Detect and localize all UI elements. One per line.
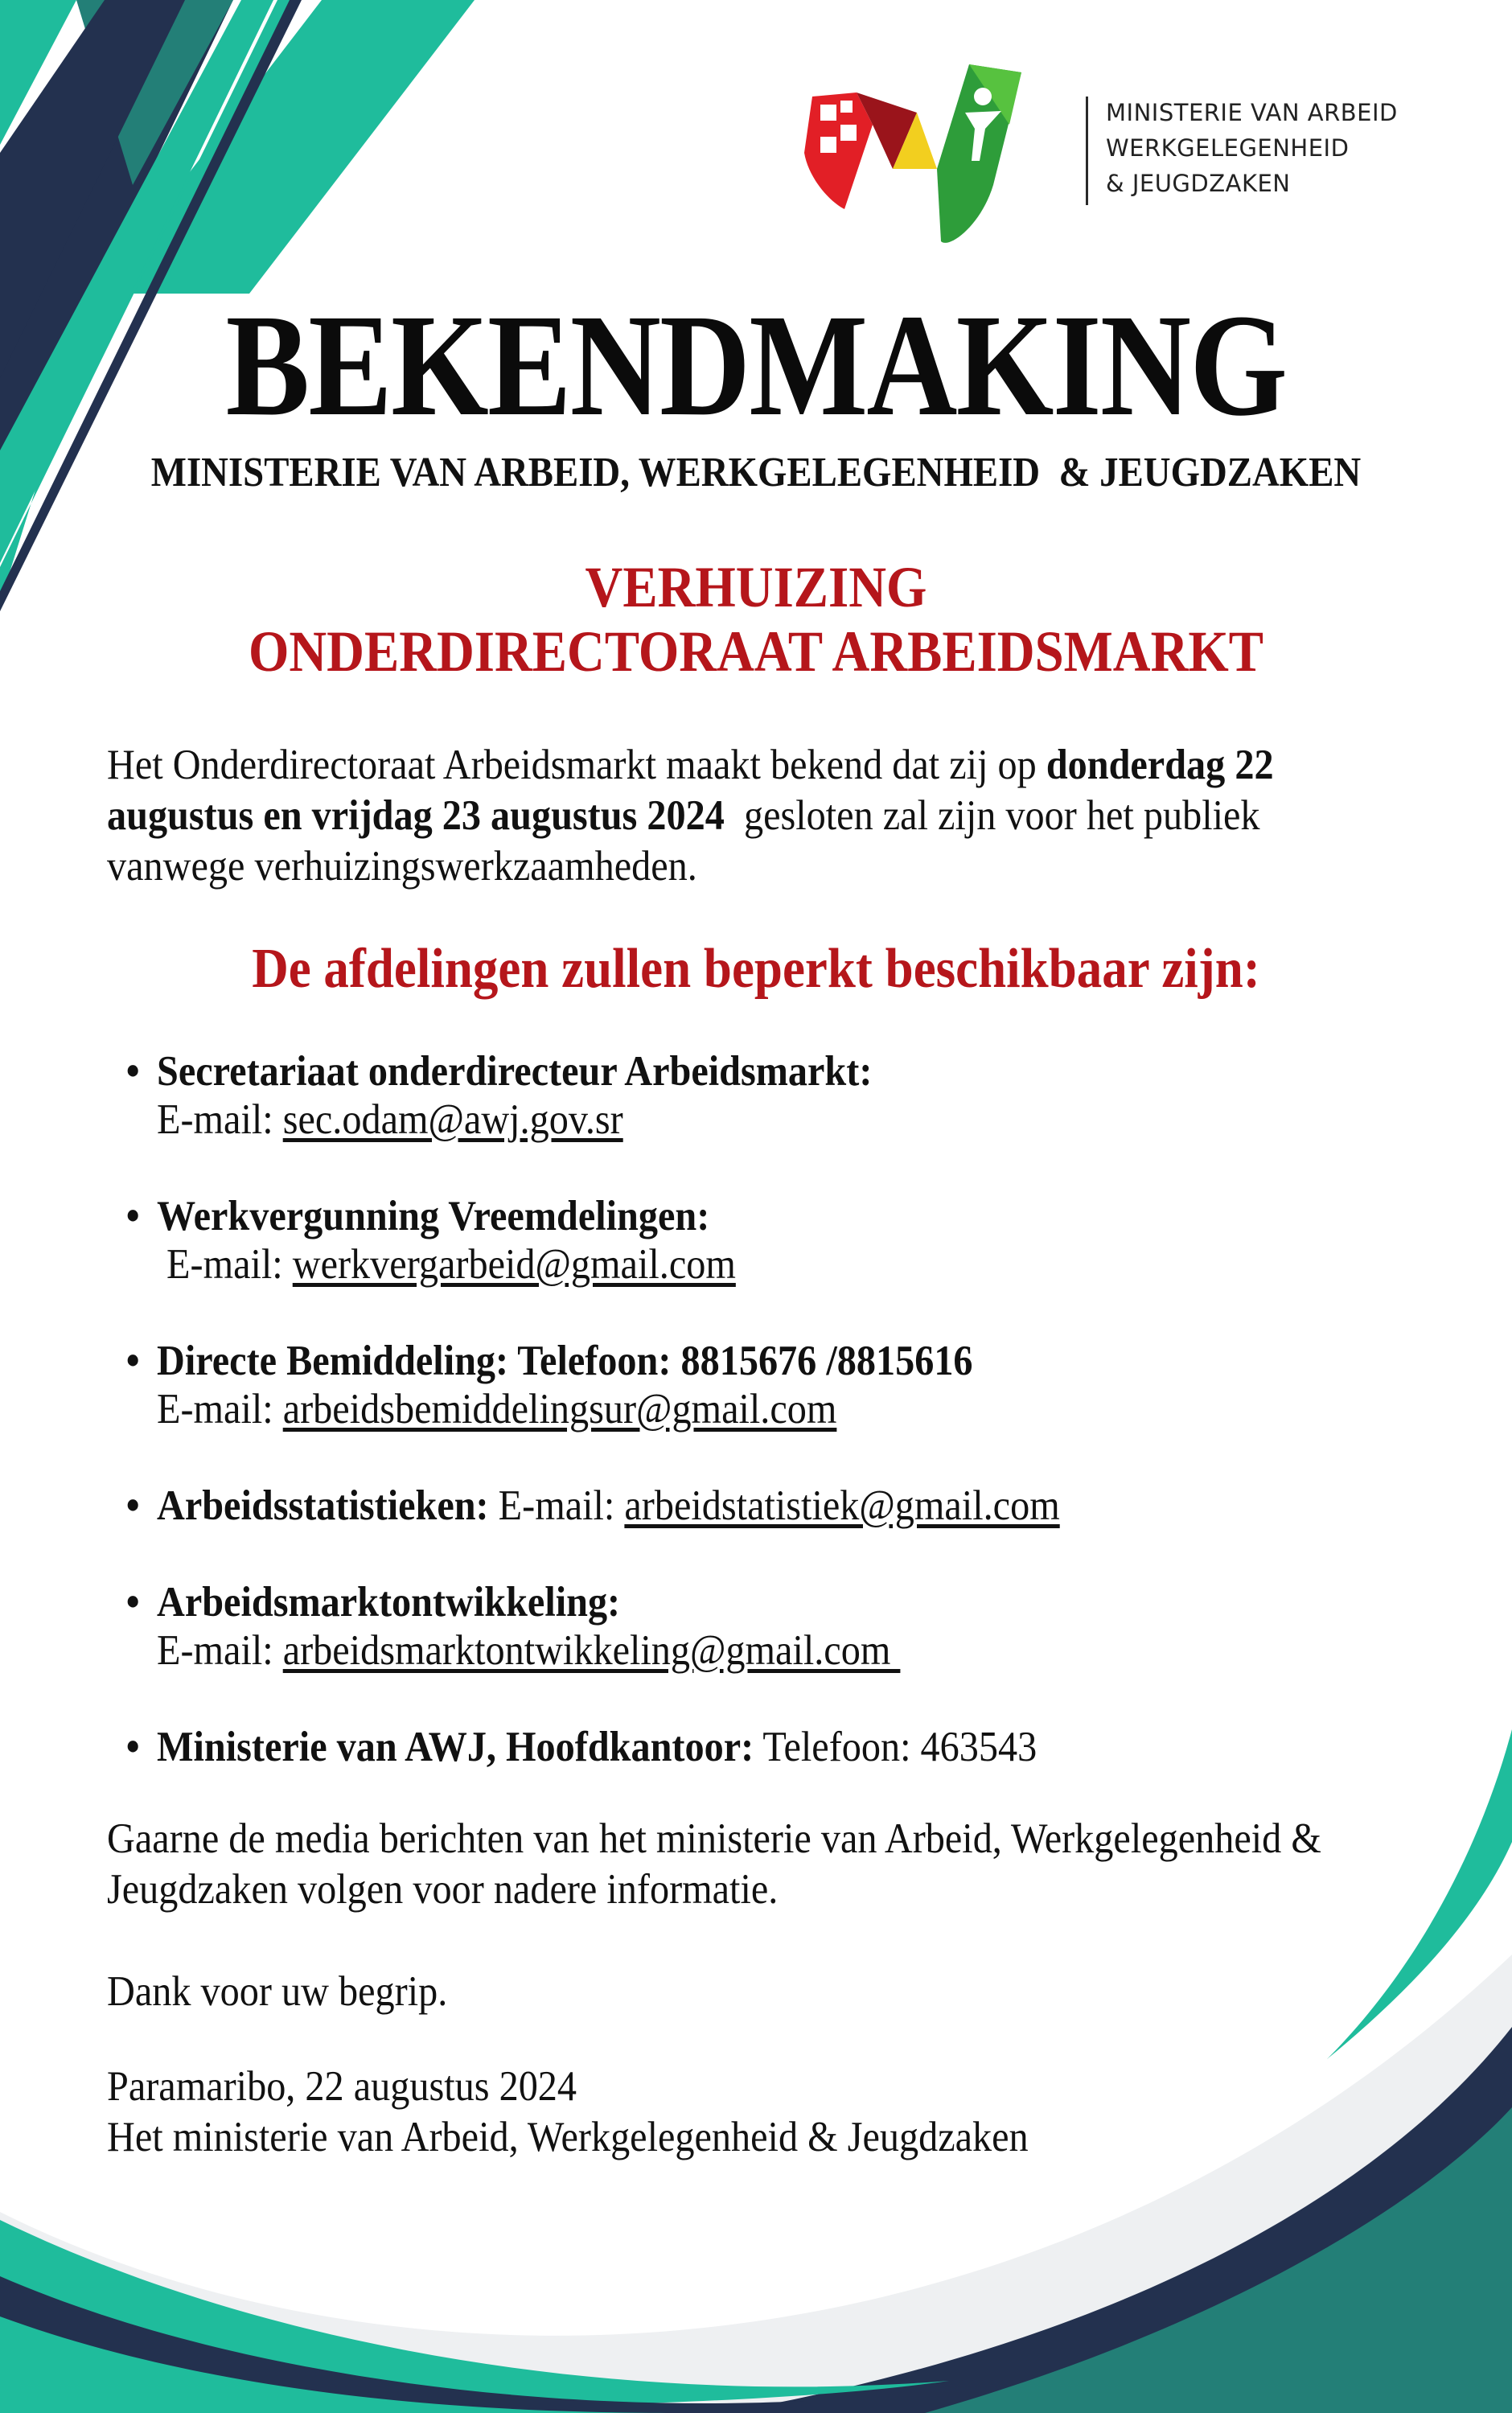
logo-text-line: WERKGELEGENHEID: [1106, 134, 1350, 162]
email-label: E-mail:: [157, 1386, 283, 1433]
phone-number: Telefoon: 463543: [754, 1724, 1037, 1770]
intro-text: gesloten zal zijn voor het publiek vanwege verhuizingswerkzaamheden.: [107, 792, 1270, 890]
email-label: E-mail:: [157, 1627, 283, 1674]
list-item: [125, 1047, 873, 1144]
intro-text: Het Onderdirectoraat Arbeidsmarkt maakt bekend dat zij op: [107, 742, 1046, 788]
email-link[interactable]: werkvergarbeid@gmail.com: [292, 1241, 736, 1288]
email-line: [157, 1626, 900, 1675]
departments-heading: De afdelingen zullen beperkt beschikbaar zijn:: [252, 938, 1260, 1000]
list-item: [125, 1723, 1037, 1771]
heading-line: VERHUIZING: [585, 555, 927, 619]
heading-line: ONDERDIRECTORAAT ARBEIDSMARKT: [248, 619, 1264, 684]
closing-media-paragraph: Gaarne de media berichten van het ministerie van Arbeid, Werkgelegenheid & Jeugdzaken volgen voor nadere informatie.: [107, 1815, 1321, 1913]
list-item: [125, 1578, 901, 1675]
page-subtitle: MINISTERIE VAN ARBEID, WERKGELEGENHEID & JEUGDZAKEN: [150, 450, 1362, 495]
announcement-heading: [76, 555, 1436, 684]
bullet-icon: •: [125, 1048, 140, 1095]
bullet-icon: •: [125, 1338, 140, 1384]
logo-red-checkered-shape: [804, 92, 873, 209]
page-title: BEKENDMAKING: [225, 285, 1287, 446]
department-name: Arbeidsstatistieken:: [157, 1482, 489, 1529]
email-label: E-mail:: [157, 1241, 293, 1288]
list-item: [125, 1192, 736, 1289]
bullet-icon: •: [125, 1579, 140, 1626]
intro-paragraph: [107, 740, 1307, 892]
logo-divider: [1086, 97, 1088, 205]
department-name: Secretariaat onderdirecteur Arbeidsmarkt:: [157, 1048, 873, 1095]
logo-text: [1106, 95, 1398, 201]
logo-text-line: MINISTERIE VAN ARBEID: [1106, 99, 1398, 126]
email-link[interactable]: arbeidstatistiek@gmail.com: [624, 1482, 1060, 1529]
department-name: Ministerie van AWJ, Hoofdkantoor:: [157, 1724, 754, 1770]
email-link[interactable]: sec.odam@awj.gov.sr: [282, 1096, 623, 1143]
bullet-icon: •: [125, 1482, 140, 1529]
email-line: [157, 1240, 736, 1289]
closing-thanks: Dank voor uw begrip.: [107, 1968, 448, 2015]
list-item: [125, 1337, 973, 1433]
bullet-icon: •: [125, 1193, 140, 1239]
logo-text-line: & JEUGDZAKEN: [1106, 170, 1291, 197]
email-line: [157, 1096, 872, 1144]
department-name: Arbeidsmarktontwikkeling:: [157, 1579, 621, 1626]
department-name: Werkvergunning Vreemdelingen:: [157, 1193, 710, 1239]
department-name: Directe Bemiddeling: Telefoon: 8815676 /8815616: [157, 1338, 973, 1384]
email-link[interactable]: arbeidsbemiddelingsur@gmail.com: [282, 1386, 837, 1433]
intro-dates: donderdag 22 augustus en vrijdag 23 augustus 2024: [107, 742, 1274, 839]
ministry-logo: [796, 48, 1078, 249]
email-label: E-mail:: [157, 1096, 283, 1143]
email-link[interactable]: arbeidsmarktontwikkeling@gmail.com: [282, 1627, 901, 1674]
signature: Het ministerie van Arbeid, Werkgelegenheid & Jeugdzaken: [107, 2114, 1029, 2160]
logo-green-figure: [937, 64, 1021, 243]
email-line: [157, 1385, 973, 1433]
list-item: [125, 1482, 1060, 1530]
bullet-icon: •: [125, 1724, 140, 1770]
email-label: E-mail:: [488, 1482, 625, 1529]
closing-signature-block: [107, 2062, 1029, 2163]
place-date: Paramaribo, 22 augustus 2024: [107, 2063, 577, 2110]
